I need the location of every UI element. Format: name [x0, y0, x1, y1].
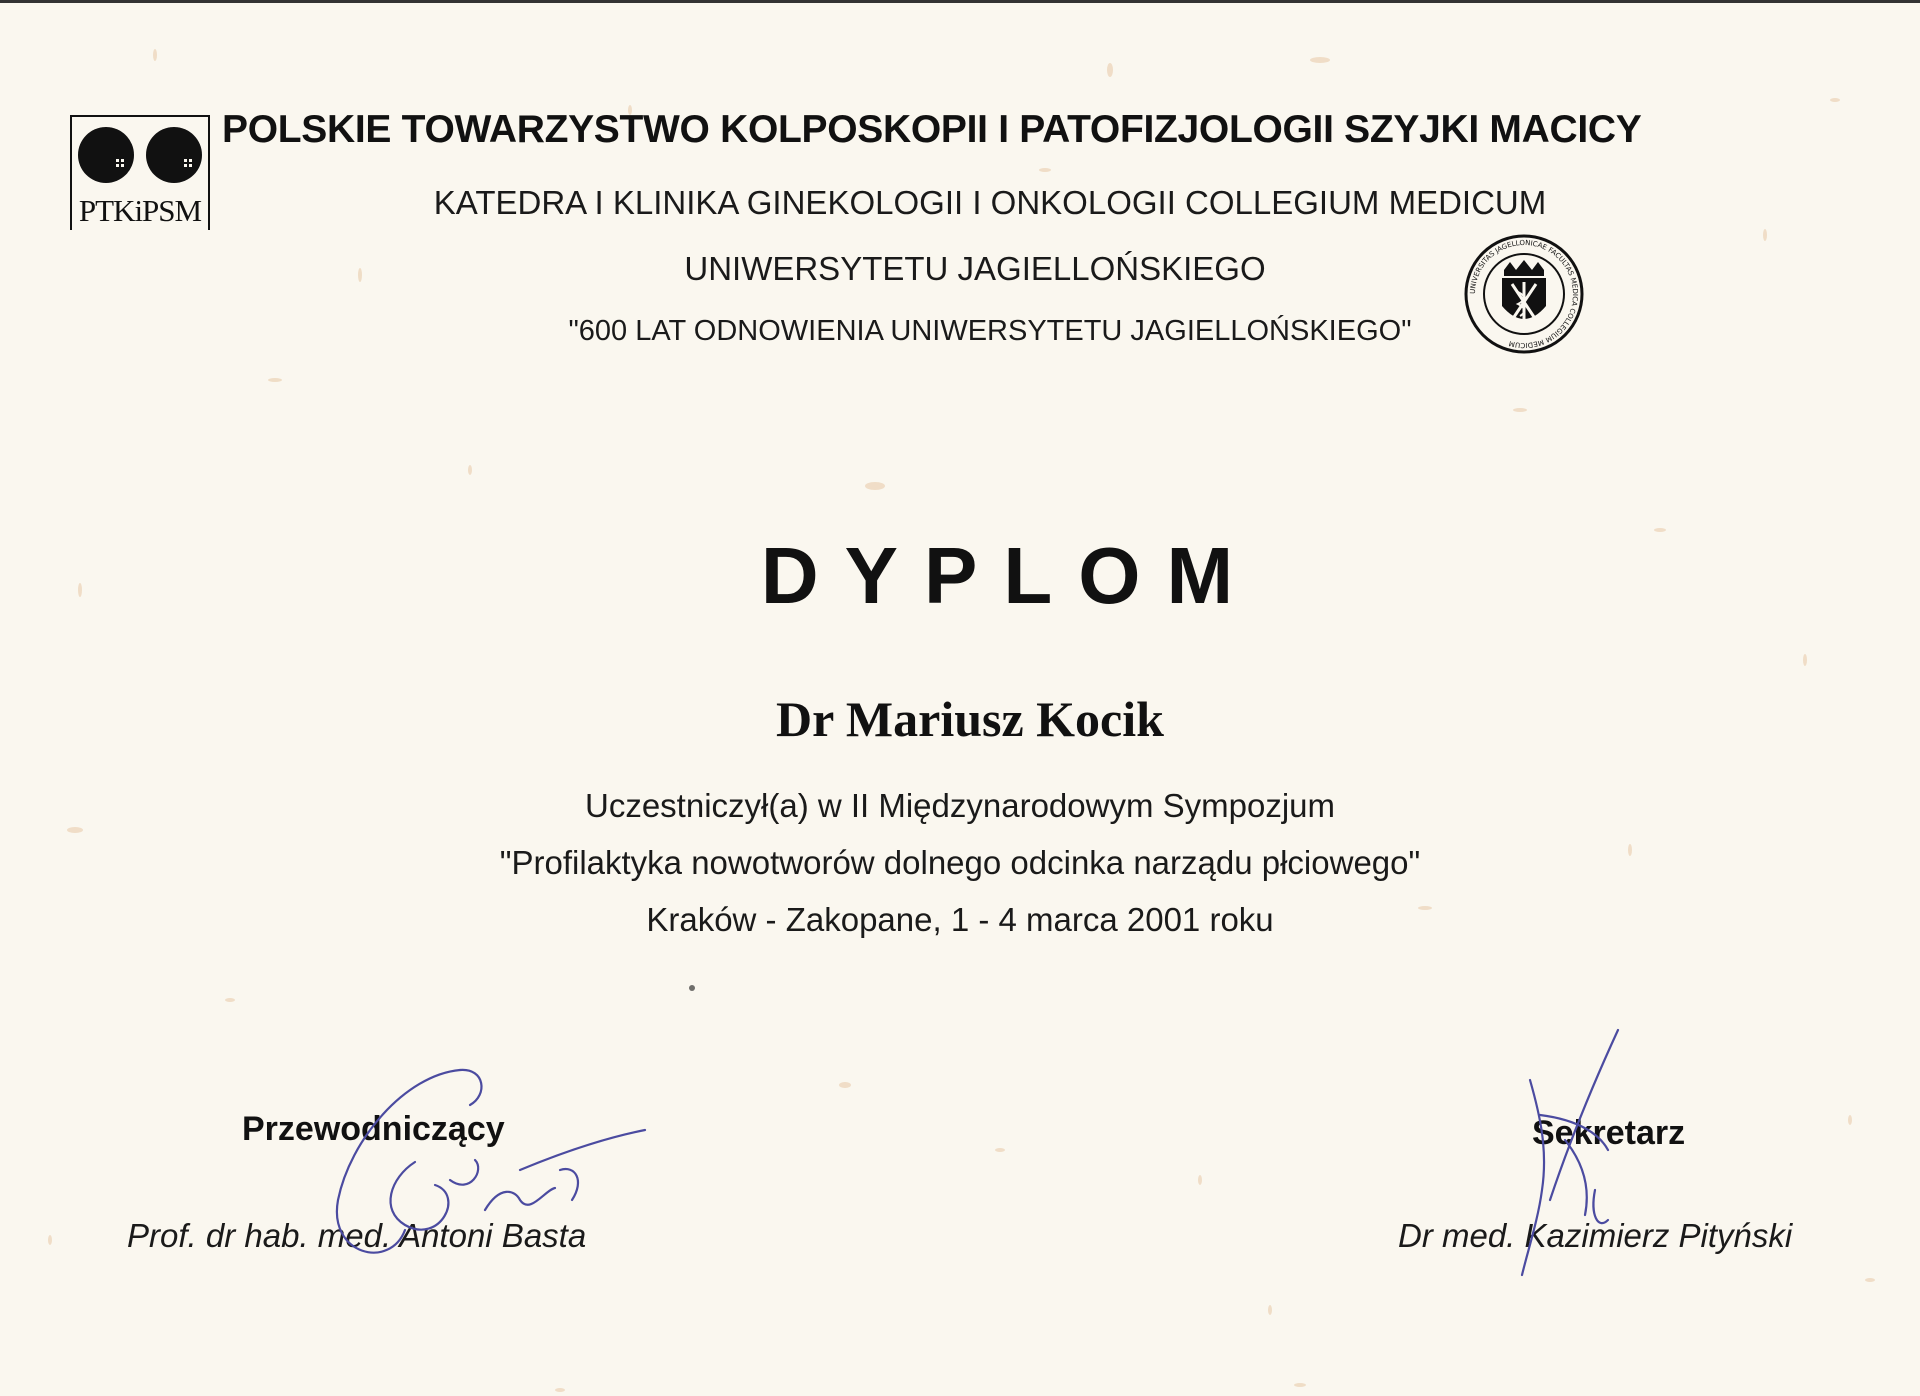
university-seal-icon [1462, 232, 1586, 356]
logo-text: PTKiPSM [78, 193, 202, 228]
place-date-line: Kraków - Zakopane, 1 - 4 marca 2001 roku [646, 901, 1274, 938]
ptkipsm-logo [70, 115, 210, 230]
recipient-name: Dr Mariusz Kocik [776, 691, 1164, 747]
secretary-name: Dr med. Kazimierz Pityński [1398, 1217, 1793, 1254]
university-line: UNIWERSYTETU JAGIELLOŃSKIEGO [684, 250, 1266, 287]
society-name: POLSKIE TOWARZYSTWO KOLPOSKOPII I PATOFIZJOLOGII SZYJKI MACICY [222, 108, 1642, 151]
secretary-role: Sekretarz [1532, 1114, 1686, 1152]
anniversary-line: "600 LAT ODNOWIENIA UNIWERSYTETU JAGIELLOŃSKIEGO" [568, 315, 1412, 347]
symposium-title: "Profilaktyka nowotworów dolnego odcinka narządu płciowego" [499, 844, 1421, 881]
participation-line: Uczestniczył(a) w II Międzynarodowym Sympozjum [584, 787, 1336, 824]
secretary-signature [1490, 1020, 1640, 1280]
chair-name: Prof. dr hab. med. Antoni Basta [127, 1217, 587, 1254]
chair-signature [320, 1050, 650, 1270]
department-line: KATEDRA I KLINIKA GINEKOLOGII I ONKOLOGII COLLEGIUM MEDICUM [433, 184, 1547, 221]
chair-role: Przewodniczący [242, 1110, 505, 1148]
svg-text:UNIVERSITAS JAGELLONICAE FACUL: UNIVERSITAS JAGELLONICAE FACULTAS MEDICA COLLEGIUM MEDICUM [1468, 238, 1580, 350]
diploma-title: DYPLOM [760, 531, 1260, 620]
logo-circles-icon [76, 123, 206, 183]
